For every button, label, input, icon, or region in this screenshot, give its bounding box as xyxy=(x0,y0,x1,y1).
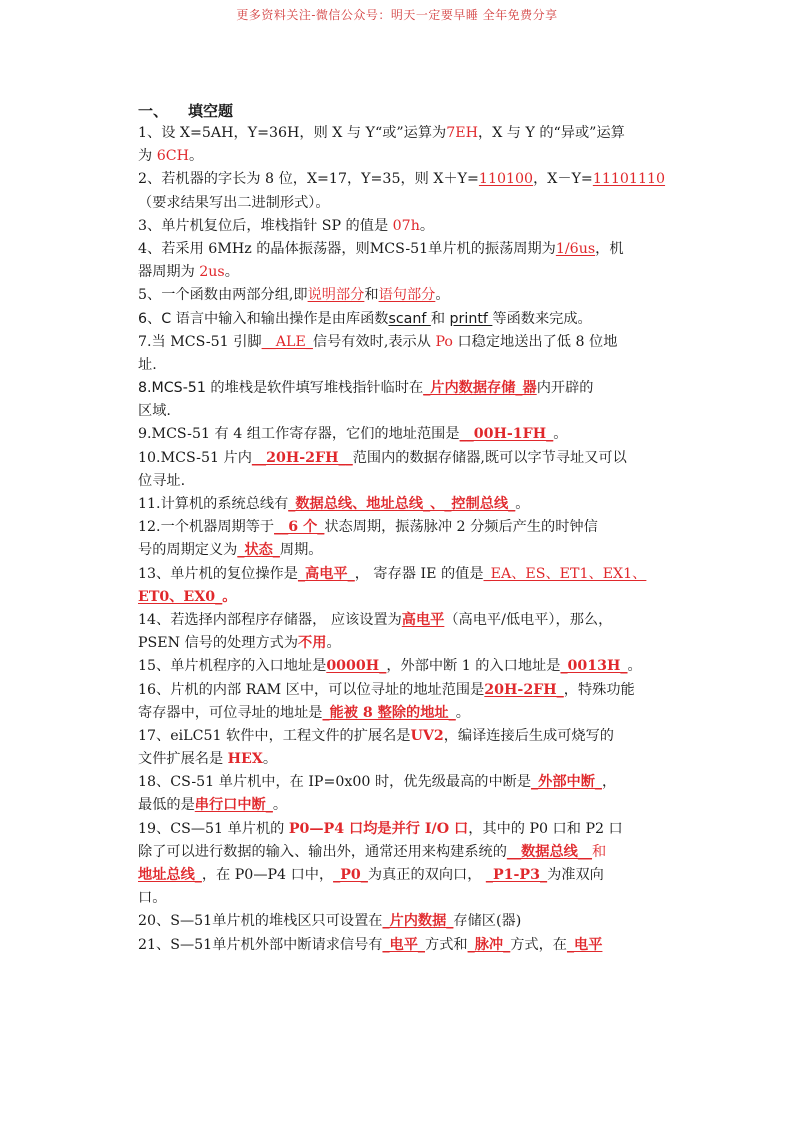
answer: _P1-P3_ xyxy=(485,867,548,883)
question-text: ，其中的 P0 口和 P2 口 xyxy=(468,820,623,837)
answer: __6 个_ xyxy=(274,519,325,536)
question-20 xyxy=(138,910,660,933)
question-text: 和 xyxy=(364,287,379,304)
answer: _电平 xyxy=(566,936,603,953)
question-3 xyxy=(138,215,660,238)
question-text: 10.MCS-51 片内 xyxy=(138,449,252,466)
question-2-line-1 xyxy=(138,168,666,191)
document-body xyxy=(138,100,666,957)
question-text: 18、CS-51 单片机中，在 IP=0x00 时，优先级最高的中断是 xyxy=(138,774,532,791)
question-18-line-2 xyxy=(138,794,660,817)
answer: _高电平_ xyxy=(297,565,355,582)
answer: _数据总线、地址总线_、_控制总线_ xyxy=(288,496,516,512)
answer: 7EH xyxy=(446,125,478,141)
question-14-line-2 xyxy=(138,632,660,655)
question-text: 口。 xyxy=(138,890,167,907)
question-text: 。 xyxy=(515,496,530,512)
question-8-line-1 xyxy=(138,377,660,400)
question-13-line-1 xyxy=(138,563,660,586)
question-text: 。 xyxy=(627,658,642,675)
answer: __00H-1FH_ xyxy=(459,426,554,443)
question-text: 9.MCS-51 有 4 组工作寄存器，它们的地址范围是 xyxy=(138,426,460,443)
answer: 1/6us xyxy=(555,240,596,257)
promo-header: 更多资料关注-微信公众号：明天一定要早睡 全年免费分享 xyxy=(236,8,558,22)
question-text: PSEN 信号的处理方式为 xyxy=(138,635,299,652)
question-text: 周期。 xyxy=(279,542,323,559)
question-text: 1、设 X=5AH，Y=36H，则 X 与 Y“或”运算为 xyxy=(138,125,447,141)
answer: 0000H_ xyxy=(326,658,387,675)
answer: printf xyxy=(449,310,493,327)
question-text: 等函数来完成。 xyxy=(492,310,592,327)
answer: _0013H_ xyxy=(560,658,628,675)
question-text: 12.一个机器周期等于 xyxy=(138,519,275,536)
question-text: 内开辟的 xyxy=(536,380,594,397)
question-7-line-2 xyxy=(138,354,660,377)
question-text: 址. xyxy=(138,356,157,373)
question-text: 位寻址. xyxy=(138,472,186,489)
question-text: 状态周期，振荡脉冲 2 分频后产生的时钟信 xyxy=(324,519,598,536)
question-12-line-1 xyxy=(138,516,660,539)
answer: 07h xyxy=(392,217,420,234)
question-16-line-1 xyxy=(138,679,660,702)
question-5 xyxy=(138,284,660,307)
question-18-line-1 xyxy=(138,771,660,794)
question-text: 。 xyxy=(224,264,239,281)
question-text: 。 xyxy=(262,751,278,768)
question-text: 为 xyxy=(138,148,157,165)
answer: __ALE_ xyxy=(261,333,313,350)
question-text: ， 寄存器 IE 的值是 xyxy=(354,565,484,582)
question-text: 号的周期定义为 xyxy=(138,542,238,559)
question-1-line-1 xyxy=(138,122,660,145)
question-text: 口稳定地送出了低 8 位地 xyxy=(452,333,618,350)
answer: 6CH xyxy=(156,148,189,165)
question-text: 4、若采用 6MHz 的晶体振荡器，则MCS-51单片机的振荡周期为 xyxy=(138,240,556,257)
answer: 11101110 xyxy=(592,171,666,188)
question-12-line-2 xyxy=(138,539,660,562)
question-text: ，X 与 Y 的“异或”运算 xyxy=(478,125,625,141)
answer: 说明部分 xyxy=(307,287,365,304)
question-17-line-2 xyxy=(138,748,660,771)
answer: __20H-2FH__ xyxy=(251,449,353,466)
question-2-line-2 xyxy=(138,192,660,215)
answer: _EA、ES、ET1、EX1、 xyxy=(483,565,647,582)
question-text: 3、单片机复位后，堆栈指针 SP 的值是 xyxy=(138,217,393,234)
question-10-line-2 xyxy=(138,470,660,493)
question-text: 和 xyxy=(430,310,450,327)
question-text: 16、片机的内部 RAM 区中，可以位寻址的地址范围是 xyxy=(138,681,485,698)
question-text: 方式，在 xyxy=(510,936,567,953)
section-heading xyxy=(138,100,660,122)
question-19-line-1 xyxy=(138,818,660,841)
answer: _外部中断_ xyxy=(531,774,602,791)
question-text: 寄存器中，可位寻址的地址是 xyxy=(138,704,323,721)
question-text: 。 xyxy=(222,588,237,605)
question-text: 17、eiLC51 软件中，工程文件的扩展名是 xyxy=(138,727,411,744)
question-text: 。 xyxy=(455,704,470,721)
question-text: 7.当 MCS-51 引脚 xyxy=(138,333,262,350)
question-text: 。 xyxy=(188,148,204,165)
answer: __数据总线__ xyxy=(506,843,593,860)
question-text: 区域. xyxy=(138,403,171,420)
question-text: ， xyxy=(601,774,617,791)
question-1-line-2 xyxy=(138,145,660,168)
question-text: 19、CS—51 单片机的 xyxy=(138,820,289,837)
question-text: 6、C 语言中输入和输出操作是由库函数 xyxy=(138,310,389,327)
question-4-line-1 xyxy=(138,238,660,261)
answer: scanf xyxy=(388,310,431,327)
question-text: 11.计算机的系统总线有 xyxy=(138,496,289,512)
question-16-line-2 xyxy=(138,702,660,725)
question-text: 文件扩展名是 xyxy=(138,751,228,768)
answer: 2us xyxy=(199,264,225,281)
question-text: 13、单片机的复位操作是 xyxy=(138,565,298,582)
question-7-line-1 xyxy=(138,331,660,354)
section-title: 填空题 xyxy=(188,102,234,120)
question-9 xyxy=(138,423,660,446)
question-text: 信号有效时,表示从 xyxy=(312,333,436,350)
answer: 串行口中断_ xyxy=(194,797,273,814)
question-text: ，机 xyxy=(595,240,624,257)
question-text: 5、一个函数由两部分组,即 xyxy=(138,287,308,304)
question-text: ，特殊功能 xyxy=(563,681,635,698)
question-text: 最低的是 xyxy=(138,797,195,814)
answer: _能被 8 整除的地址_ xyxy=(322,704,456,721)
question-text: ，编译连接后生成可烧写的 xyxy=(443,727,614,744)
question-4-line-2 xyxy=(138,261,660,284)
question-11 xyxy=(138,493,660,516)
question-text: 除了可以进行数据的输入、输出外，通常还用来构建系统的 xyxy=(138,843,507,860)
answer: ET0、EX0_ xyxy=(138,588,223,605)
answer: 110100 xyxy=(478,171,534,188)
question-19-line-4 xyxy=(138,887,660,910)
question-text: 为真正的双向口， xyxy=(367,867,486,883)
question-text: 为准双向 xyxy=(547,867,604,883)
question-text: 8.MCS-51 的堆栈是软件填写堆栈指针临时在 xyxy=(138,380,424,397)
answer: _电平_ xyxy=(382,936,426,953)
answer: _状态_ xyxy=(237,542,280,559)
question-19-line-2 xyxy=(138,841,660,864)
answer: _脉冲_ xyxy=(467,936,511,953)
answer: UV2 xyxy=(410,727,444,744)
question-19-line-3 xyxy=(138,864,660,887)
question-text: ，X－Y= xyxy=(533,171,593,188)
question-text: （高电平/低电平），那么， xyxy=(444,611,613,628)
answer: _P0_ xyxy=(333,867,368,883)
question-text: 方式和 xyxy=(425,936,468,953)
question-text: 21、S—51单片机外部中断请求信号有 xyxy=(138,936,383,953)
question-8-line-2 xyxy=(138,400,660,423)
question-text: 。 xyxy=(272,797,288,814)
question-text: 2、若机器的字长为 8 位，X=17，Y=35，则 X＋Y= xyxy=(138,171,479,188)
question-6 xyxy=(138,308,660,331)
answer: 20H-2FH_ xyxy=(484,681,564,698)
answer: 高电平 xyxy=(401,611,445,628)
question-text: 15、单片机程序的入口地址是 xyxy=(138,658,327,675)
answer: _片内数据_ xyxy=(382,913,454,930)
question-text: 存储区(器) xyxy=(453,913,522,930)
question-text: 14、若选择内部程序存储器， 应该设置为 xyxy=(138,611,402,628)
question-14-line-1 xyxy=(138,609,660,632)
question-text: 。 xyxy=(419,217,435,234)
question-text: 。 xyxy=(553,426,568,443)
answer: 地址总线_ xyxy=(138,867,202,883)
answer: 语句部分 xyxy=(378,287,436,304)
answer: HEX xyxy=(227,751,263,768)
question-text: （要求结果写出二进制形式）。 xyxy=(138,194,330,211)
answer: 不用 xyxy=(298,635,327,652)
question-text: ，在 P0—P4 口中， xyxy=(201,867,334,883)
question-13-line-2 xyxy=(138,586,660,609)
answer: _片内数据存储_器 xyxy=(423,380,537,397)
question-text: 。 xyxy=(326,635,341,652)
question-text: ，外部中断 1 的入口地址是 xyxy=(386,658,561,675)
section-number: 一、 xyxy=(138,102,169,120)
question-text: 器周期为 xyxy=(138,264,200,281)
question-15 xyxy=(138,655,660,678)
question-text: 。 xyxy=(435,287,450,304)
port-label: Po xyxy=(435,333,453,350)
question-text: 20、S—51单片机的堆栈区只可设置在 xyxy=(138,913,383,930)
answer: P0—P4 口均是并行 I/O 口 xyxy=(288,820,469,837)
question-17-line-1 xyxy=(138,725,660,748)
question-21 xyxy=(138,934,660,957)
question-10-line-1 xyxy=(138,447,660,470)
question-text: 范围内的数据存储器,既可以字节寻址又可以 xyxy=(352,449,627,466)
question-text: 和 xyxy=(592,843,607,860)
